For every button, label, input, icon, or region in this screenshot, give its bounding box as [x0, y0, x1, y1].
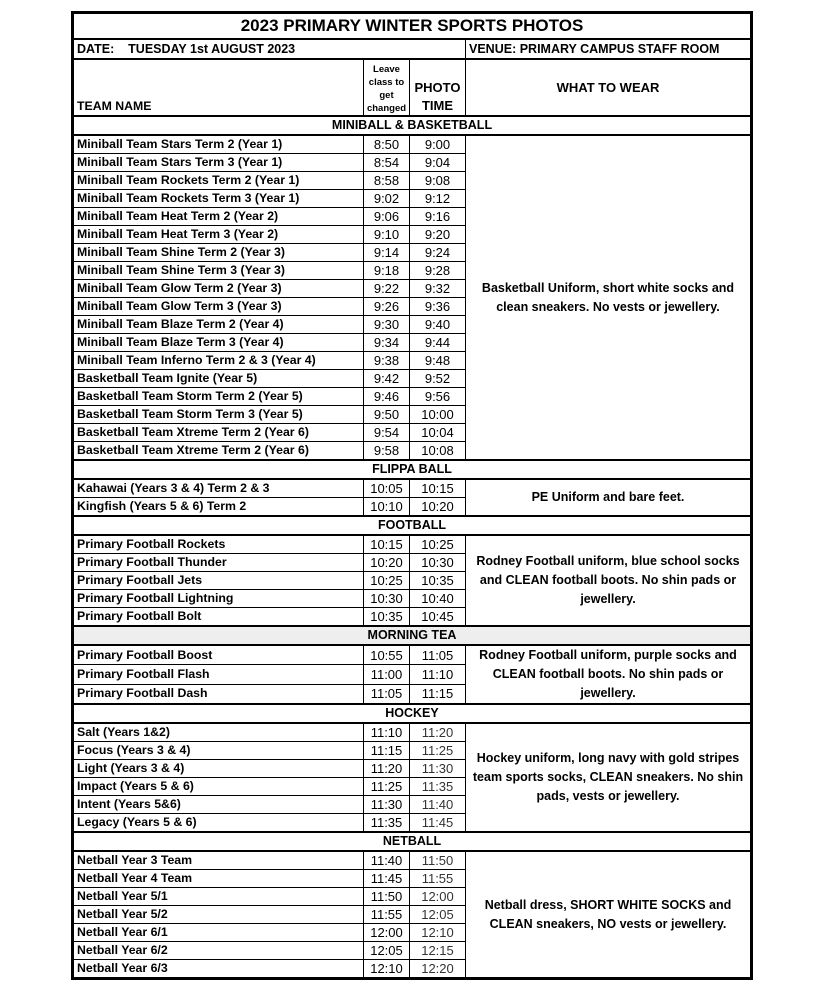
leave-time: 9:50 — [364, 406, 410, 424]
team-name: Salt (Years 1&2) — [74, 723, 364, 742]
leave-time: 12:00 — [364, 924, 410, 942]
team-name: Miniball Team Glow Term 3 (Year 3) — [74, 298, 364, 316]
photo-time: 9:08 — [410, 172, 466, 190]
leave-time: 9:10 — [364, 226, 410, 244]
team-name: Basketball Team Xtreme Term 2 (Year 6) — [74, 424, 364, 442]
photo-time: 9:44 — [410, 334, 466, 352]
photo-time: 10:45 — [410, 608, 466, 627]
date-venue-row — [74, 39, 751, 59]
team-name: Primary Football Bolt — [74, 608, 364, 627]
leave-time: 11:55 — [364, 906, 410, 924]
section-header — [74, 626, 751, 645]
col-header-team-name: TEAM NAME — [74, 59, 364, 116]
photo-time: 12:00 — [410, 888, 466, 906]
section-title: MORNING TEA — [74, 626, 751, 645]
team-name: Legacy (Years 5 & 6) — [74, 814, 364, 833]
photo-time: 11:20 — [410, 723, 466, 742]
photo-time: 10:15 — [410, 479, 466, 498]
leave-time: 11:20 — [364, 760, 410, 778]
team-name: Miniball Team Rockets Term 2 (Year 1) — [74, 172, 364, 190]
photo-time: 10:20 — [410, 498, 466, 517]
leave-time: 11:45 — [364, 870, 410, 888]
photo-time: 9:56 — [410, 388, 466, 406]
leave-time: 10:30 — [364, 590, 410, 608]
leave-time: 11:40 — [364, 851, 410, 870]
photo-time: 9:32 — [410, 280, 466, 298]
section-header — [74, 116, 751, 135]
what-to-wear: Basketball Uniform, short white socks and clean sneakers. No vests or jewellery. — [466, 135, 751, 460]
leave-time: 9:02 — [364, 190, 410, 208]
leave-time: 10:10 — [364, 498, 410, 517]
section-title: MINIBALL & BASKETBALL — [74, 116, 751, 135]
what-to-wear: Netball dress, SHORT WHITE SOCKS and CLEAN sneakers, NO vests or jewellery. — [466, 851, 751, 978]
photo-time: 9:52 — [410, 370, 466, 388]
section-title: HOCKEY — [74, 704, 751, 723]
team-name: Light (Years 3 & 4) — [74, 760, 364, 778]
table-row — [74, 479, 751, 498]
leave-time: 8:58 — [364, 172, 410, 190]
photo-time: 12:05 — [410, 906, 466, 924]
team-name: Primary Football Boost — [74, 645, 364, 665]
section-title: FLIPPA BALL — [74, 460, 751, 479]
table-row — [74, 135, 751, 154]
table-row — [74, 723, 751, 742]
photo-time: 9:04 — [410, 154, 466, 172]
section-header — [74, 832, 751, 851]
team-name: Miniball Team Heat Term 3 (Year 2) — [74, 226, 364, 244]
photo-time: 9:00 — [410, 135, 466, 154]
team-name: Basketball Team Ignite (Year 5) — [74, 370, 364, 388]
photo-time: 10:30 — [410, 554, 466, 572]
leave-time: 9:34 — [364, 334, 410, 352]
photo-time: 9:48 — [410, 352, 466, 370]
table-row — [74, 535, 751, 554]
team-name: Miniball Team Stars Term 2 (Year 1) — [74, 135, 364, 154]
leave-time: 11:30 — [364, 796, 410, 814]
team-name: Miniball Team Shine Term 2 (Year 3) — [74, 244, 364, 262]
what-to-wear: Hockey uniform, long navy with gold stripes team sports socks, CLEAN sneakers. No shin pads, vests or jewellery. — [466, 723, 751, 832]
team-name: Netball Year 6/1 — [74, 924, 364, 942]
team-name: Netball Year 6/2 — [74, 942, 364, 960]
leave-time: 10:55 — [364, 645, 410, 665]
team-name: Netball Year 5/2 — [74, 906, 364, 924]
leave-time: 8:54 — [364, 154, 410, 172]
leave-time: 9:22 — [364, 280, 410, 298]
photo-time: 9:20 — [410, 226, 466, 244]
leave-time: 11:15 — [364, 742, 410, 760]
photo-time: 11:25 — [410, 742, 466, 760]
photo-time: 11:10 — [410, 665, 466, 684]
photo-time: 10:35 — [410, 572, 466, 590]
team-name: Primary Football Jets — [74, 572, 364, 590]
team-name: Focus (Years 3 & 4) — [74, 742, 364, 760]
column-header-row — [74, 59, 751, 116]
photo-time: 11:45 — [410, 814, 466, 833]
photo-time: 9:16 — [410, 208, 466, 226]
leave-time: 9:38 — [364, 352, 410, 370]
team-name: Miniball Team Rockets Term 3 (Year 1) — [74, 190, 364, 208]
leave-time: 12:05 — [364, 942, 410, 960]
leave-time: 11:00 — [364, 665, 410, 684]
photo-time: 9:28 — [410, 262, 466, 280]
what-to-wear: Rodney Football uniform, blue school socks and CLEAN football boots. No shin pads or jewellery. — [466, 535, 751, 626]
team-name: Netball Year 3 Team — [74, 851, 364, 870]
photo-time: 9:36 — [410, 298, 466, 316]
page-title: 2023 PRIMARY WINTER SPORTS PHOTOS — [74, 14, 751, 40]
leave-time: 11:35 — [364, 814, 410, 833]
team-name: Primary Football Flash — [74, 665, 364, 684]
team-name: Miniball Team Glow Term 2 (Year 3) — [74, 280, 364, 298]
section-title: NETBALL — [74, 832, 751, 851]
date-label: DATE: — [77, 42, 115, 56]
date-cell — [74, 39, 466, 59]
photo-time: 10:40 — [410, 590, 466, 608]
team-name: Primary Football Rockets — [74, 535, 364, 554]
leave-time: 9:54 — [364, 424, 410, 442]
date-value: TUESDAY 1st AUGUST 2023 — [128, 42, 296, 56]
team-name: Primary Football Dash — [74, 684, 364, 704]
venue-cell: VENUE: PRIMARY CAMPUS STAFF ROOM — [466, 39, 751, 59]
leave-time: 11:25 — [364, 778, 410, 796]
team-name: Miniball Team Shine Term 3 (Year 3) — [74, 262, 364, 280]
leave-time: 11:50 — [364, 888, 410, 906]
team-name: Primary Football Lightning — [74, 590, 364, 608]
team-name: Basketball Team Xtreme Term 2 (Year 6) — [74, 442, 364, 461]
photo-time: 10:08 — [410, 442, 466, 461]
title-row — [74, 14, 751, 40]
leave-time: 11:05 — [364, 684, 410, 704]
team-name: Impact (Years 5 & 6) — [74, 778, 364, 796]
leave-time: 9:46 — [364, 388, 410, 406]
leave-time: 9:14 — [364, 244, 410, 262]
leave-time: 10:25 — [364, 572, 410, 590]
section-title: FOOTBALL — [74, 516, 751, 535]
leave-time: 10:15 — [364, 535, 410, 554]
team-name: Basketball Team Storm Term 3 (Year 5) — [74, 406, 364, 424]
leave-time: 10:20 — [364, 554, 410, 572]
team-name: Primary Football Thunder — [74, 554, 364, 572]
col-header-photo-time: PHOTO TIME — [410, 59, 466, 116]
leave-time: 10:35 — [364, 608, 410, 627]
leave-time: 9:42 — [364, 370, 410, 388]
photo-time: 9:24 — [410, 244, 466, 262]
photo-time: 11:35 — [410, 778, 466, 796]
photo-time: 11:15 — [410, 684, 466, 704]
photo-time: 11:50 — [410, 851, 466, 870]
schedule-table — [73, 13, 751, 978]
photo-time: 12:20 — [410, 960, 466, 978]
sports-photo-schedule — [71, 11, 753, 980]
team-name: Netball Year 4 Team — [74, 870, 364, 888]
leave-time: 8:50 — [364, 135, 410, 154]
leave-time: 9:06 — [364, 208, 410, 226]
team-name: Kingfish (Years 5 & 6) Term 2 — [74, 498, 364, 517]
leave-time: 9:58 — [364, 442, 410, 461]
photo-time: 11:55 — [410, 870, 466, 888]
team-name: Miniball Team Stars Term 3 (Year 1) — [74, 154, 364, 172]
photo-time: 9:12 — [410, 190, 466, 208]
what-to-wear: PE Uniform and bare feet. — [466, 479, 751, 516]
team-name: Intent (Years 5&6) — [74, 796, 364, 814]
photo-time: 11:30 — [410, 760, 466, 778]
photo-time: 12:15 — [410, 942, 466, 960]
table-row — [74, 851, 751, 870]
col-header-what-to-wear: WHAT TO WEAR — [466, 59, 751, 116]
photo-time: 11:40 — [410, 796, 466, 814]
photo-time: 12:10 — [410, 924, 466, 942]
leave-time: 9:30 — [364, 316, 410, 334]
photo-time: 10:00 — [410, 406, 466, 424]
team-name: Miniball Team Inferno Term 2 & 3 (Year 4) — [74, 352, 364, 370]
section-header — [74, 516, 751, 535]
leave-time: 9:26 — [364, 298, 410, 316]
table-row — [74, 645, 751, 665]
leave-time: 10:05 — [364, 479, 410, 498]
team-name: Netball Year 5/1 — [74, 888, 364, 906]
what-to-wear: Rodney Football uniform, purple socks and CLEAN football boots. No shin pads or jewellery. — [466, 645, 751, 704]
leave-time: 12:10 — [364, 960, 410, 978]
leave-time: 9:18 — [364, 262, 410, 280]
team-name: Miniball Team Heat Term 2 (Year 2) — [74, 208, 364, 226]
team-name: Kahawai (Years 3 & 4) Term 2 & 3 — [74, 479, 364, 498]
section-header — [74, 704, 751, 723]
team-name: Miniball Team Blaze Term 2 (Year 4) — [74, 316, 364, 334]
photo-time: 10:04 — [410, 424, 466, 442]
photo-time: 10:25 — [410, 535, 466, 554]
photo-time: 11:05 — [410, 645, 466, 665]
team-name: Basketball Team Storm Term 2 (Year 5) — [74, 388, 364, 406]
leave-time: 11:10 — [364, 723, 410, 742]
col-header-leave-class: Leave class to get changed — [364, 59, 410, 116]
team-name: Netball Year 6/3 — [74, 960, 364, 978]
section-header — [74, 460, 751, 479]
photo-time: 9:40 — [410, 316, 466, 334]
team-name: Miniball Team Blaze Term 3 (Year 4) — [74, 334, 364, 352]
